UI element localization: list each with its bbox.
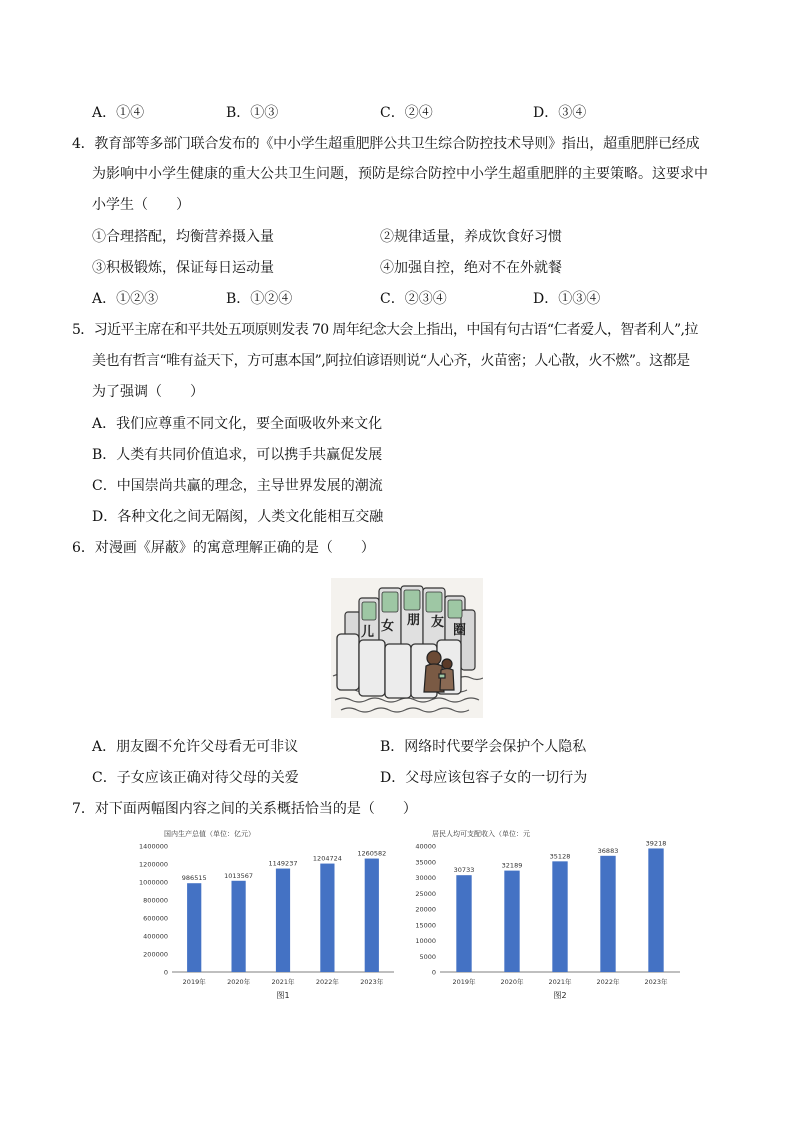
bar <box>504 871 519 972</box>
bar <box>648 848 663 972</box>
data-label: 986515 <box>181 874 207 883</box>
y-tick-label: 0 <box>163 968 168 977</box>
data-label: 32189 <box>501 861 523 870</box>
bar <box>320 864 334 972</box>
q4-item-2: ②规律适量，养成饮食好习惯 <box>380 229 562 245</box>
q5-stem-line-1: 5．习近平主席在和平共处五项原则发表 70 周年纪念大会上指出，中国有句古语“仁者爱人，智者利人”,拉 <box>72 322 698 338</box>
y-tick-label: 5000 <box>419 952 436 961</box>
chart-gdp <box>124 826 402 1006</box>
y-tick-label: 600000 <box>143 914 168 923</box>
cartoon-char-1: 儿 <box>361 625 375 640</box>
q4-option-d: D．①③④ <box>533 291 601 307</box>
y-tick-label: 800000 <box>143 896 168 905</box>
q7-stem: 7．对下面两幅图内容之间的关系概括恰当的是（ ） <box>72 801 417 817</box>
x-tick-label: 2019年 <box>452 978 476 986</box>
data-label: 39218 <box>645 839 667 848</box>
q4-option-c: C．②③④ <box>380 291 447 307</box>
chart-title: 居民人均可支配收入（单位：元 <box>432 830 530 838</box>
y-tick-label: 10000 <box>415 937 436 945</box>
y-tick-label: 400000 <box>143 932 168 941</box>
data-label: 35128 <box>549 852 571 861</box>
y-tick-label: 20000 <box>415 905 436 914</box>
q4-option-b: B．①②④ <box>226 291 293 307</box>
x-tick-label: 2021年 <box>271 978 295 986</box>
x-tick-label: 2019年 <box>182 978 206 986</box>
q6-option-b: B．网络时代要学会保护个人隐私 <box>380 739 587 755</box>
y-tick-label: 1200000 <box>139 860 168 869</box>
y-tick-label: 30000 <box>415 874 436 882</box>
bar <box>365 859 379 972</box>
y-tick-label: 35000 <box>415 858 436 867</box>
y-tick-label: 1000000 <box>139 878 168 887</box>
data-label: 1260582 <box>357 849 387 858</box>
cartoon-image <box>331 578 483 718</box>
bar <box>276 869 290 972</box>
data-label: 1204724 <box>312 854 342 863</box>
chart-income <box>404 826 684 1006</box>
q5-stem-line-2: 美也有哲言“唯有益天下，方可惠本国”,阿拉伯谚语则说“人心齐，火苗密；人心散，火不燃”。这都是 <box>92 353 690 369</box>
q3-option-a: A．①④ <box>92 105 145 121</box>
q4-item-1: ①合理搭配，均衡营养摄入量 <box>92 229 274 245</box>
data-label: 1013567 <box>224 871 254 880</box>
data-label: 1149237 <box>268 859 298 868</box>
data-label: 30733 <box>453 866 475 875</box>
y-tick-label: 15000 <box>415 921 436 930</box>
q6-option-a: A．朋友圈不允许父母看无可非议 <box>92 739 299 755</box>
q5-option-b: B．人类有共同价值追求，可以携手共赢促发展 <box>92 447 383 463</box>
y-tick-label: 25000 <box>415 889 436 898</box>
bar <box>456 875 471 972</box>
q6-option-c: C．子女应该正确对待父母的关爱 <box>92 770 299 786</box>
q5-stem-line-3: 为了强调（ ） <box>92 384 204 400</box>
bar <box>600 856 615 972</box>
cartoon-char-3: 朋 <box>407 613 421 628</box>
bar <box>231 881 245 972</box>
y-tick-label: 0 <box>431 968 436 977</box>
y-tick-label: 40000 <box>415 842 436 851</box>
q5-option-d: D．各种文化之间无隔阂，人类文化能相互交融 <box>92 509 384 525</box>
y-tick-label: 1400000 <box>139 842 168 851</box>
q3-option-b: B．①③ <box>226 105 279 121</box>
y-tick-label: 200000 <box>143 950 168 959</box>
x-tick-label: 2020年 <box>227 978 251 986</box>
bar <box>187 883 201 972</box>
bar <box>552 861 567 972</box>
q4-stem-line-1: 4．教育部等多部门联合发布的《中小学生超重肥胖公共卫生综合防控技术导则》指出，超重肥胖已经成 <box>72 136 700 152</box>
x-tick-label: 2023年 <box>360 978 384 986</box>
q5-option-c: C．中国崇尚共赢的理念，主导世界发展的潮流 <box>92 478 383 494</box>
q5-option-a: A．我们应尊重不同文化，要全面吸收外来文化 <box>92 416 383 432</box>
x-tick-label: 2023年 <box>644 978 668 986</box>
q4-stem-line-3: 小学生（ ） <box>92 197 190 213</box>
chart-title: 国内生产总值（单位：亿元） <box>164 830 255 838</box>
cartoon-char-4: 友 <box>431 615 445 630</box>
chart-caption: 图2 <box>553 991 567 1000</box>
q3-option-c: C．②④ <box>380 105 433 121</box>
q6-option-d: D．父母应该包容子女的一切行为 <box>380 770 588 786</box>
x-tick-label: 2022年 <box>596 978 620 986</box>
x-tick-label: 2022年 <box>315 978 339 986</box>
q6-stem: 6．对漫画《屏蔽》的寓意理解正确的是（ ） <box>72 540 375 556</box>
q4-stem-line-2: 为影响中小学生健康的重大公共卫生问题，预防是综合防控中小学生超重肥胖的主要策略。这要求中 <box>92 166 708 182</box>
x-tick-label: 2021年 <box>548 978 572 986</box>
chart-caption: 图1 <box>276 991 290 1000</box>
cartoon-char-2: 女 <box>381 619 395 634</box>
q4-item-3: ③积极锻炼，保证每日运动量 <box>92 260 274 276</box>
x-tick-label: 2020年 <box>500 978 524 986</box>
q3-option-d: D．③④ <box>533 105 587 121</box>
cartoon-char-5: 圈 <box>453 623 467 638</box>
data-label: 36883 <box>597 846 619 855</box>
q4-option-a: A．①②③ <box>92 291 159 307</box>
q4-item-4: ④加强自控，绝对不在外就餐 <box>380 260 562 276</box>
